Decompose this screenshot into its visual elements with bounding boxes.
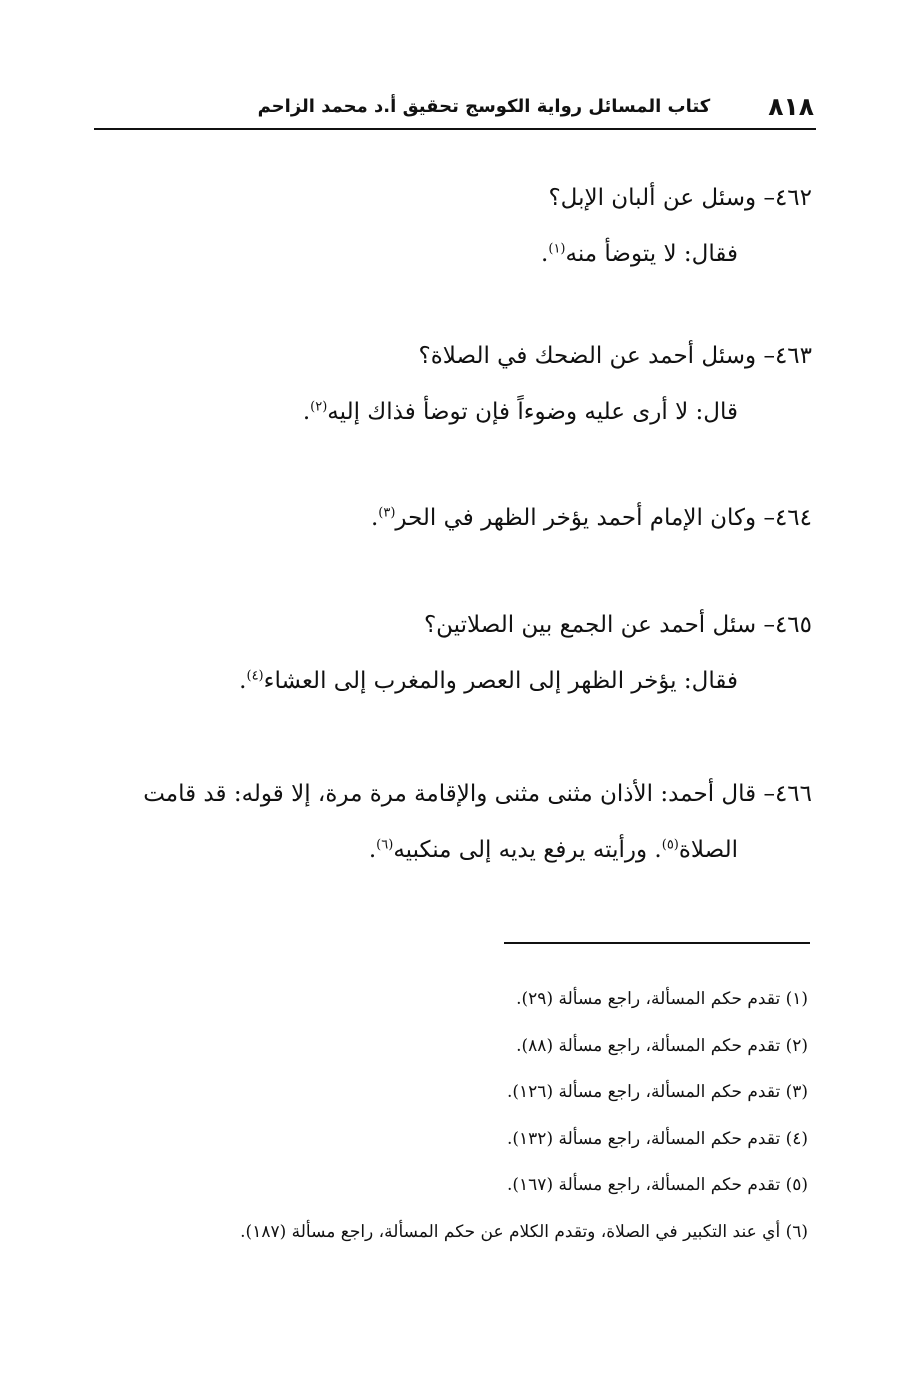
answer-end: .	[239, 668, 247, 694]
footnotes	[96, 976, 808, 1255]
footnote-ref[interactable]: (٥)	[661, 837, 679, 853]
answer-end: .	[302, 399, 311, 425]
footnote-ref[interactable]: (٤)	[246, 668, 264, 684]
question-text: قال أحمد: الأذان مثنى مثنى والإقامة مرة مرة، إلا قوله: قد قامت	[143, 781, 757, 807]
entry-question	[371, 490, 812, 546]
footnote-ref[interactable]: (٣)	[378, 505, 396, 521]
entry-462	[541, 170, 812, 282]
answer-text: قال: لا أرى عليه وضوءاً فإن توضأ فذاك إليه	[327, 399, 738, 425]
entry-465	[239, 597, 812, 709]
question-text: وسئل أحمد عن الضحك في الصلاة؟	[418, 343, 757, 369]
entry-number: ٤٦٣	[774, 343, 812, 369]
entry-separator: –	[763, 343, 775, 369]
entry-answer	[541, 226, 812, 282]
entry-separator: –	[763, 505, 775, 531]
footnote-6: (٦) أي عند التكبير في الصلاة، وتقدم الكلام عن حكم المسألة، راجع مسألة (١٨٧).	[240, 1221, 808, 1242]
entry-number: ٤٦٥	[774, 612, 812, 638]
header-rule	[94, 128, 816, 130]
footnote-3: (٣) تقدم حكم المسألة، راجع مسألة (١٢٦).	[506, 1082, 808, 1102]
footnote-ref[interactable]: (٢)	[310, 399, 328, 415]
answer-text: فقال: لا يتوضأ منه	[565, 241, 738, 267]
footnote-2: (٢) تقدم حكم المسألة، راجع مسألة (٨٨).	[516, 1035, 808, 1056]
entry-number: ٤٦٤	[774, 505, 812, 531]
question-end: .	[370, 505, 379, 531]
answer-text: الصلاة	[678, 837, 738, 863]
answer-text: فقال: يؤخر الظهر إلى العصر والمغرب إلى العشاء	[263, 668, 738, 694]
page-header	[96, 86, 814, 126]
footnote-ref[interactable]: (٦)	[376, 837, 394, 853]
entry-answer	[303, 384, 812, 440]
entry-number: ٤٦٢	[774, 185, 812, 211]
entry-number: ٤٦٦	[774, 781, 812, 807]
entry-answer	[239, 653, 812, 709]
footnote-rule	[504, 942, 810, 944]
footnote-1: (١) تقدم حكم المسألة، راجع مسألة (٢٩).	[516, 989, 808, 1009]
entry-answer	[96, 822, 812, 878]
page-number: ٨١٨	[768, 91, 814, 121]
entry-question	[541, 170, 812, 226]
entry-question	[303, 328, 812, 384]
question-text: وسئل عن ألبان الإبل؟	[548, 185, 757, 211]
footnote-4: (٤) تقدم حكم المسألة، راجع مسألة (١٣٢).	[506, 1128, 808, 1149]
answer-end: .	[541, 241, 549, 267]
entry-separator: –	[763, 185, 775, 211]
question-text: سئل أحمد عن الجمع بين الصلاتين؟	[423, 612, 757, 638]
question-text: وكان الإمام أحمد يؤخر الظهر في الحر	[395, 505, 757, 531]
answer-text: . ورأيته يرفع يديه إلى منكبيه	[393, 837, 662, 863]
footnote-ref[interactable]: (١)	[548, 241, 566, 257]
running-title: كتاب المسائل رواية الكوسج تحقيق أ.د محمد الزاحم	[257, 95, 711, 117]
entry-466	[96, 766, 812, 878]
entry-separator: –	[763, 612, 775, 638]
answer-end: .	[368, 837, 377, 863]
entry-464	[371, 490, 812, 546]
entry-question	[96, 766, 812, 822]
entry-463	[303, 328, 812, 440]
entry-question	[239, 597, 812, 653]
entry-separator: –	[763, 781, 775, 807]
footnote-5: (٥) تقدم حكم المسألة، راجع مسألة (١٦٧).	[506, 1175, 808, 1195]
